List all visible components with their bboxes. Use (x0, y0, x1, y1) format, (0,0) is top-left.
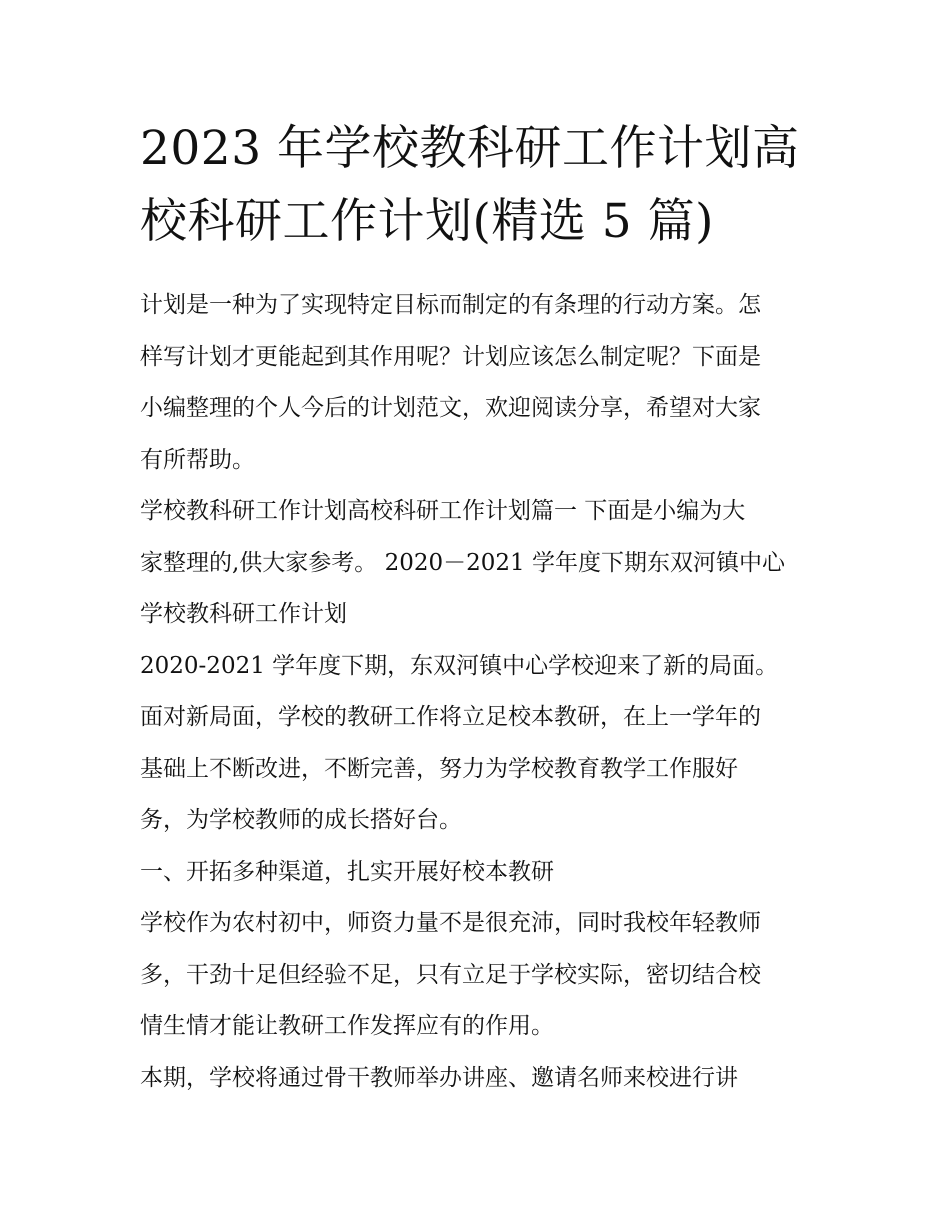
body-line: 2020-2021 学年度下期，东双河镇中心学校迎来了新的局面。 (140, 652, 779, 679)
body-line: 有所帮助。 (140, 446, 255, 473)
body-line: 学校作为农村初中，师资力量不是很充沛，同时我校年轻教师 (140, 910, 761, 936)
title-line-1: 2023 年学校教科研工作计划高 (140, 121, 800, 176)
body-line: 学校教科研工作计划 (140, 601, 347, 627)
section-heading: 一、开拓多种渠道，扎实开展好校本教研 (140, 858, 554, 885)
body-line: 学校教科研工作计划高校科研工作计划篇一 下面是小编为大 (140, 498, 746, 524)
body-line: 情生情才能让教研工作发挥应有的作用。 (140, 1013, 554, 1039)
document-title (140, 112, 820, 258)
body-line: 多，干劲十足但经验不足，只有立足于学校实际，密切结合校 (140, 961, 761, 988)
body-line: 小编整理的个人今后的计划范文，欢迎阅读分享，希望对大家 (140, 395, 761, 421)
body-line: 基础上不断改进，不断完善，努力为学校教育教学工作服好 (140, 755, 738, 782)
body-line: 家整理的,供大家参考。 2020－2021 学年度下期东双河镇中心 (140, 549, 785, 576)
body-line: 本期，学校将通过骨干教师举办讲座、邀请名师来校进行讲 (140, 1064, 738, 1091)
body-line: 样写计划才更能起到其作用呢？计划应该怎么制定呢？下面是 (140, 343, 761, 370)
document-body (140, 280, 820, 1104)
title-line-2: 校科研工作计划(精选 5 篇) (140, 194, 714, 249)
body-line: 计划是一种为了实现特定目标而制定的有条理的行动方案。怎 (140, 292, 761, 318)
body-line: 面对新局面，学校的教研工作将立足校本教研，在上一学年的 (140, 704, 761, 730)
body-line: 务，为学校教师的成长搭好台。 (140, 807, 462, 833)
